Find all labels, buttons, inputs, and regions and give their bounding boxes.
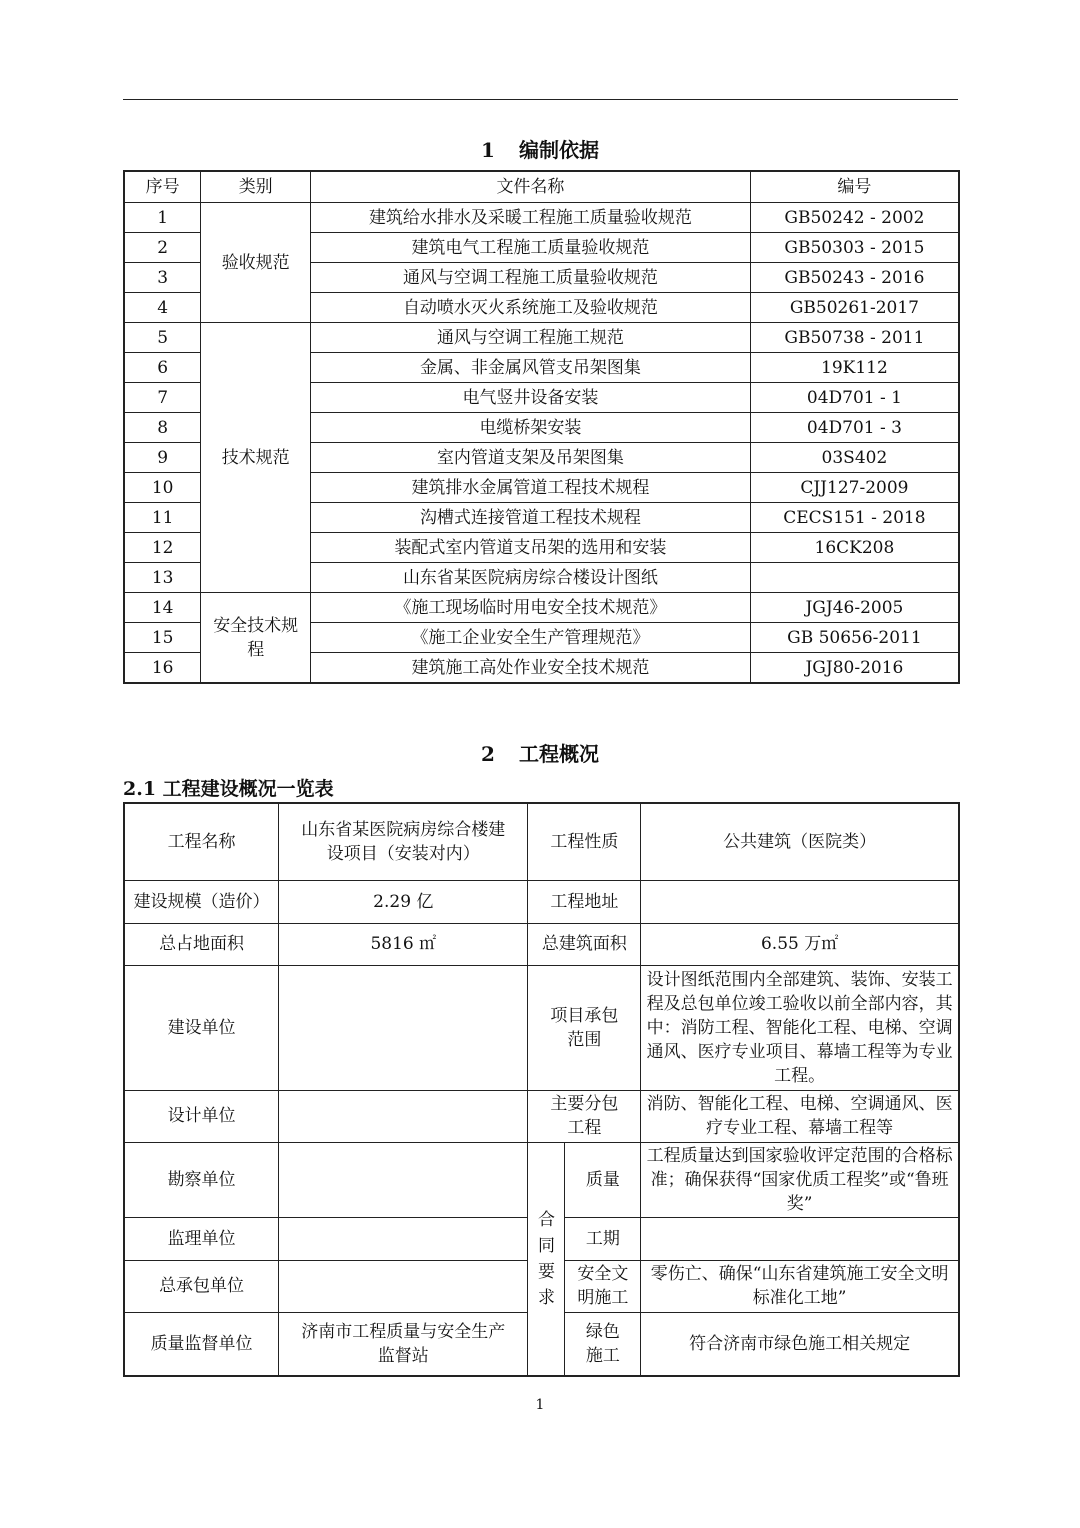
document-code	[750, 563, 959, 593]
address-label: 工程地址	[528, 880, 641, 923]
green-label: 绿色 施工	[565, 1312, 641, 1376]
row-number: 3	[124, 263, 201, 293]
builder-label: 建设单位	[124, 965, 279, 1090]
document-code: GB50738 - 2011	[750, 323, 959, 353]
row-number: 1	[124, 203, 201, 233]
document-code: JGJ46-2005	[750, 593, 959, 623]
subsection-title: 2.1 工程建设概况一览表	[123, 778, 334, 800]
row-number: 13	[124, 563, 201, 593]
document-code: CJJ127-2009	[750, 473, 959, 503]
qs-unit-label: 质量监督单位	[124, 1312, 279, 1376]
qs-unit-value: 济南市工程质量与安全生产 监督站	[279, 1312, 528, 1376]
document-name: 室内管道支架及吊架图集	[311, 443, 751, 473]
page-number: 1	[535, 1397, 545, 1413]
header-rule	[123, 99, 958, 100]
row-number: 9	[124, 443, 201, 473]
section-1-text: 编制依据	[518, 138, 599, 162]
document-code: 04D701 - 3	[750, 413, 959, 443]
building-area-value: 6.55 万㎡	[641, 923, 959, 965]
row-number: 16	[124, 653, 201, 684]
document-code: JGJ80-2016	[750, 653, 959, 684]
subcontract-label: 主要分包 工程	[528, 1090, 641, 1142]
header-cell: 编号	[750, 171, 959, 203]
document-code: 16CK208	[750, 533, 959, 563]
project-name-label: 工程名称	[124, 803, 279, 880]
supervisor-label: 监理单位	[124, 1217, 279, 1260]
row-number: 5	[124, 323, 201, 353]
document-name: 电气竖井设备安装	[311, 383, 751, 413]
address-value	[641, 880, 959, 923]
document-code: 19K112	[750, 353, 959, 383]
general-contractor-value	[279, 1260, 528, 1312]
quality-value: 工程质量达到国家验收评定范围的合格标准；确保获得“国家优质工程奖”或“鲁班奖”	[641, 1142, 959, 1217]
supervisor-value	[279, 1217, 528, 1260]
section-2-title	[0, 738, 1080, 767]
row-number: 12	[124, 533, 201, 563]
category-cell: 技术规范	[201, 323, 311, 593]
document-code: GB50303 - 2015	[750, 233, 959, 263]
document-name: 建筑施工高处作业安全技术规范	[311, 653, 751, 684]
document-code: CECS151 - 2018	[750, 503, 959, 533]
row-number: 7	[124, 383, 201, 413]
header-cell: 文件名称	[311, 171, 751, 203]
document-name: 《施工企业安全生产管理规范》	[311, 623, 751, 653]
header-cell: 序号	[124, 171, 201, 203]
section-1-number: 1	[481, 138, 495, 162]
project-name-value: 山东省某医院病房综合楼建 设项目（安装对内）	[279, 803, 528, 880]
table-row	[124, 323, 959, 353]
document-code: 03S402	[750, 443, 959, 473]
section-2-text: 工程概况	[518, 742, 599, 766]
document-code: GB50261-2017	[750, 293, 959, 323]
document-name: 建筑电气工程施工质量验收规范	[311, 233, 751, 263]
document-name: 金属、非金属风管支吊架图集	[311, 353, 751, 383]
general-contractor-label: 总承包单位	[124, 1260, 279, 1312]
designer-value	[279, 1090, 528, 1142]
document-name: 建筑给水排水及采暖工程施工质量验收规范	[311, 203, 751, 233]
table-row	[124, 593, 959, 623]
reference-table	[123, 170, 960, 684]
period-label: 工期	[565, 1217, 641, 1260]
scope-label: 项目承包 范围	[528, 965, 641, 1090]
row-number: 10	[124, 473, 201, 503]
table-row	[124, 923, 959, 965]
land-area-label: 总占地面积	[124, 923, 279, 965]
document-name: 装配式室内管道支吊架的选用和安装	[311, 533, 751, 563]
category-cell: 验收规范	[201, 203, 311, 323]
land-area-value: 5816 ㎡	[279, 923, 528, 965]
row-number: 15	[124, 623, 201, 653]
scale-label: 建设规模（造价）	[124, 880, 279, 923]
row-number: 6	[124, 353, 201, 383]
section-2-number: 2	[481, 742, 495, 766]
document-name: 《施工现场临时用电安全技术规范》	[311, 593, 751, 623]
document-name: 电缆桥架安装	[311, 413, 751, 443]
scope-value: 设计图纸范围内全部建筑、装饰、安装工程及总包单位竣工验收以前全部内容，其中：消防工程、智能化工程、电梯、空调通风、医疗专业项目、幕墙工程等为专业工程。	[641, 965, 959, 1090]
section-1-title	[0, 134, 1080, 163]
overview-table	[123, 802, 960, 1377]
table-row	[124, 203, 959, 233]
table-header-row	[124, 171, 959, 203]
document-name: 自动喷水灭火系统施工及验收规范	[311, 293, 751, 323]
table-row	[124, 1142, 959, 1217]
survey-label: 勘察单位	[124, 1142, 279, 1217]
nature-label: 工程性质	[528, 803, 641, 880]
document-name: 山东省某医院病房综合楼设计图纸	[311, 563, 751, 593]
table-row	[124, 880, 959, 923]
document-code: GB50242 - 2002	[750, 203, 959, 233]
contract-label: 合 同 要 求	[528, 1142, 565, 1376]
table-row	[124, 803, 959, 880]
document-code: GB 50656-2011	[750, 623, 959, 653]
green-value: 符合济南市绿色施工相关规定	[641, 1312, 959, 1376]
row-number: 4	[124, 293, 201, 323]
building-area-label: 总建筑面积	[528, 923, 641, 965]
document-name: 建筑排水金属管道工程技术规程	[311, 473, 751, 503]
designer-label: 设计单位	[124, 1090, 279, 1142]
row-number: 11	[124, 503, 201, 533]
safety-value: 零伤亡、确保“山东省建筑施工安全文明标准化工地”	[641, 1260, 959, 1312]
document-name: 通风与空调工程施工规范	[311, 323, 751, 353]
safety-label: 安全文 明施工	[565, 1260, 641, 1312]
builder-value	[279, 965, 528, 1090]
subcontract-value: 消防、智能化工程、电梯、空调通风、医疗专业工程、幕墙工程等	[641, 1090, 959, 1142]
row-number: 2	[124, 233, 201, 263]
period-value	[641, 1217, 959, 1260]
category-cell: 安全技术规 程	[201, 593, 311, 684]
table-row	[124, 965, 959, 1090]
row-number: 8	[124, 413, 201, 443]
document-code: 04D701 - 1	[750, 383, 959, 413]
table-row	[124, 1090, 959, 1142]
row-number: 14	[124, 593, 201, 623]
survey-value	[279, 1142, 528, 1217]
quality-label: 质量	[565, 1142, 641, 1217]
nature-value: 公共建筑（医院类）	[641, 803, 959, 880]
document-name: 通风与空调工程施工质量验收规范	[311, 263, 751, 293]
header-cell: 类别	[201, 171, 311, 203]
scale-value: 2.29 亿	[279, 880, 528, 923]
document-code: GB50243 - 2016	[750, 263, 959, 293]
document-name: 沟槽式连接管道工程技术规程	[311, 503, 751, 533]
